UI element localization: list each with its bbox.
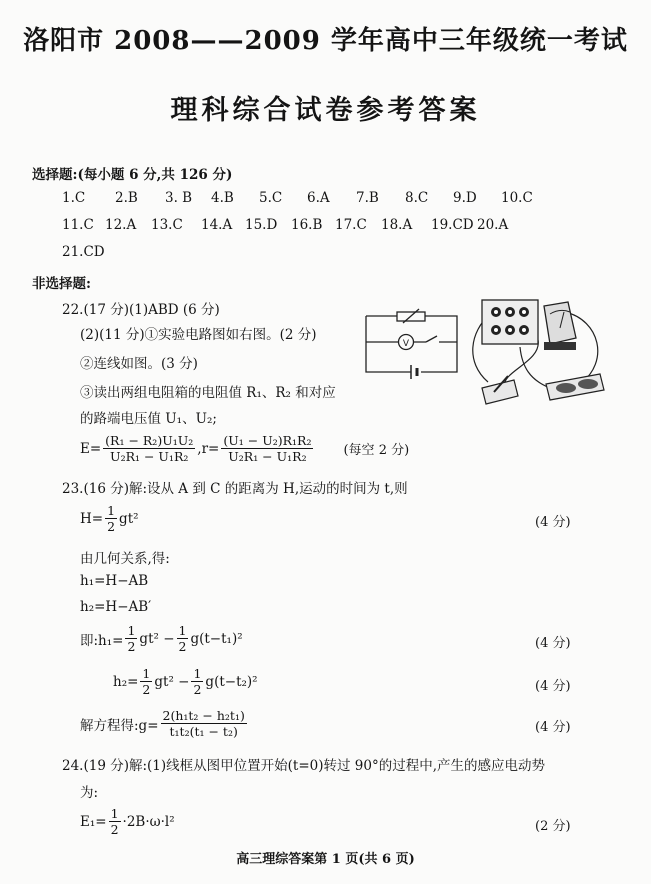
fraction-half <box>191 666 203 697</box>
q24-eq <box>80 806 175 837</box>
answer-item: 12.A <box>105 217 137 233</box>
answer-item: 7.B <box>356 190 379 206</box>
circuit-schematic <box>363 308 461 380</box>
answer-item: 18.A <box>381 217 413 233</box>
q23-eq-3 <box>113 666 258 697</box>
denominator: 2 <box>127 639 136 654</box>
q23-eq-1 <box>80 503 139 534</box>
formula-r-lhs: ,r= <box>197 440 220 457</box>
document-title: 洛阳市 2008——2009 学年高中三年级统一考试 <box>23 26 628 56</box>
fraction-half <box>177 623 189 654</box>
document-subtitle: 理科综合试卷参考答案 <box>170 95 481 126</box>
voltmeter-device <box>544 302 576 344</box>
eq-lhs: h₂= <box>113 673 139 690</box>
numerator: 1 <box>142 666 151 681</box>
mcq-row-1 <box>62 190 533 206</box>
denominator: 2 <box>107 519 116 534</box>
numerator: 1 <box>193 666 202 681</box>
q23-eq-4 <box>80 708 247 739</box>
q24-line-1: 24.(19 分)解:(1)线框从图甲位置开始(t=0)转过 90°的过程中,产生的感应电动势 <box>62 758 546 774</box>
eq-lhs: 即:h₁= <box>80 632 124 649</box>
numerator: (U₁ − U₂)R₁R₂ <box>223 433 312 448</box>
q22-line-1: 22.(17 分)(1)ABD (6 分) <box>62 302 220 318</box>
q23-score-2: (4 分) <box>535 636 571 651</box>
eq-lhs: H= <box>80 510 104 527</box>
denominator: U₂R₁ − U₁R₂ <box>228 449 307 464</box>
mcq-row-2 <box>62 217 508 233</box>
denominator: 2 <box>178 639 187 654</box>
switch-device <box>482 380 518 404</box>
eq-lhs: E₁= <box>80 813 107 830</box>
q22-line-5: 的路端电压值 U₁、U₂; <box>80 411 217 427</box>
numerator: 2(h₁t₂ − h₂t₁) <box>162 708 245 723</box>
answer-item: 4.B <box>211 190 234 206</box>
answer-item: 1.C <box>62 190 86 206</box>
denominator: 2 <box>110 822 119 837</box>
score-note: (每空 2 分) <box>343 443 410 458</box>
answer-item: 3. B <box>165 190 193 206</box>
formula-e-lhs: E= <box>80 440 102 457</box>
q22-formula <box>80 433 409 464</box>
answer-item: 13.C <box>151 217 183 233</box>
fraction-half <box>109 806 121 837</box>
q23-score-3: (4 分) <box>535 679 571 694</box>
q23-line-1: 23.(16 分)解:设从 A 到 C 的距离为 H,运动的时间为 t,则 <box>62 481 408 497</box>
eq-lhs: 解方程得:g= <box>80 717 159 734</box>
q23-score-4: (4 分) <box>535 720 571 735</box>
eq-mid: gt² − <box>154 673 190 690</box>
numerator: 1 <box>127 623 136 638</box>
answer-item: 16.B <box>291 217 323 233</box>
denominator: 2 <box>193 682 202 697</box>
eq-rhs: g(t−t₁)² <box>190 630 243 647</box>
answer-item: 11.C <box>62 217 94 233</box>
q23-eq-2 <box>80 623 243 654</box>
answer-item: 2.B <box>115 190 138 206</box>
answer-item: 14.A <box>201 217 233 233</box>
q22-line-4: ③读出两组电阻箱的电阻值 R₁、R₂ 和对应 <box>80 385 336 401</box>
numerator: (R₁ − R₂)U₁U₂ <box>105 433 194 448</box>
eq-mid: gt² − <box>139 630 175 647</box>
answer-item: 6.A <box>307 190 330 206</box>
fraction-half <box>140 666 152 697</box>
numerator: 1 <box>110 806 119 821</box>
voltmeter-label: V <box>402 339 410 349</box>
numerator: 1 <box>178 623 187 638</box>
fraction-e <box>103 433 195 464</box>
answer-item: 17.C <box>335 217 367 233</box>
apparatus-drawing <box>460 292 610 410</box>
q23-line-2: 由几何关系,得: <box>80 551 170 567</box>
mcq-heading: 选择题:(每小题 6 分,共 126 分) <box>32 167 233 183</box>
answer-item: 9.D <box>453 190 477 206</box>
q24-line-2: 为: <box>80 785 99 801</box>
fraction-half <box>105 503 117 534</box>
answer-item: 5.C <box>259 190 283 206</box>
denominator: 2 <box>142 682 151 697</box>
eq-rhs: g(t−t₂)² <box>205 673 258 690</box>
q23-h2: h₂=H−AB′ <box>80 599 152 615</box>
eq-rhs: ·2B·ω·l² <box>122 813 175 830</box>
q23-score-1: (4 分) <box>535 515 571 530</box>
fraction-g <box>161 708 247 739</box>
numerator: 1 <box>107 503 116 518</box>
nonmcq-heading: 非选择题: <box>32 276 91 292</box>
fraction-r <box>221 433 313 464</box>
denominator: t₁t₂(t₁ − t₂) <box>169 724 238 739</box>
denominator: U₂R₁ − U₁R₂ <box>110 449 189 464</box>
page-footer: 高三理综答案第 1 页(共 6 页) <box>236 852 415 867</box>
eq-rhs: gt² <box>119 510 139 527</box>
resistor-box <box>482 300 538 344</box>
q24-score: (2 分) <box>535 819 571 834</box>
mcq-row-3 <box>62 244 105 260</box>
q22-line-2: (2)(11 分)①实验电路图如右图。(2 分) <box>80 327 317 343</box>
fraction-half <box>125 623 137 654</box>
q23-h1: h₁=H−AB <box>80 573 149 589</box>
q22-line-3: ②连线如图。(3 分) <box>80 356 198 372</box>
answer-item: 8.C <box>405 190 429 206</box>
answer-item: 21.CD <box>62 244 105 260</box>
answer-item: 10.C <box>501 190 533 206</box>
answer-item: 19.CD <box>431 217 474 233</box>
answer-item: 15.D <box>245 217 278 233</box>
answer-item: 20.A <box>477 217 509 233</box>
